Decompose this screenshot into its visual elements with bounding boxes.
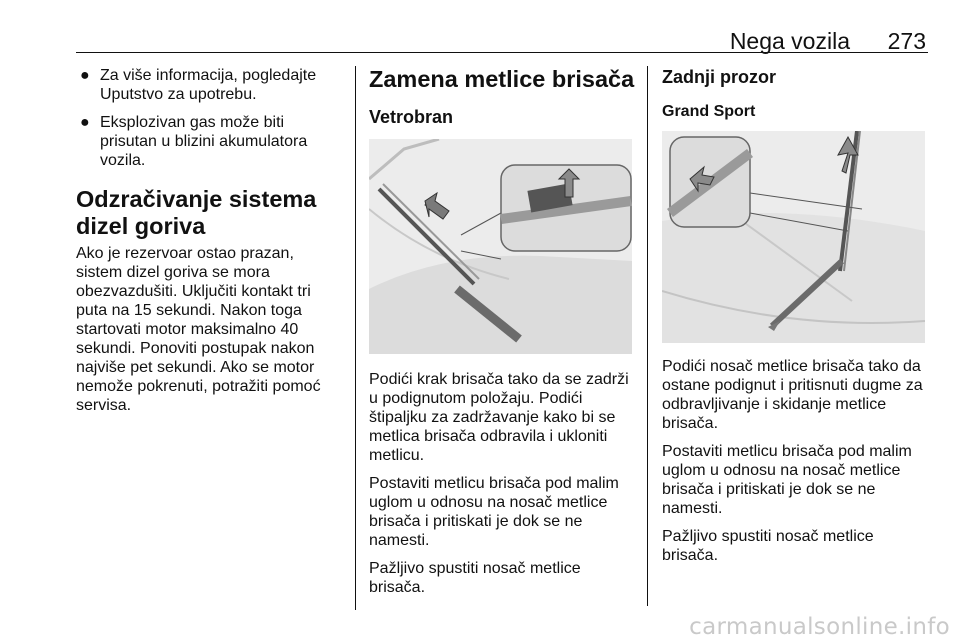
section-body-diesel: Ako je rezervoar ostao prazan, sistem dizel goriva se mora obezvazdušiti. Uključiti kontakt tri puta na 15 sekundi. Nakon toga startovati motor maksimalno 40 sekundi. Ponoviti postupak nakon najviše pet sekundi. Ako se motor nemože pokrenuti, potražiti pomoć servisa. xyxy=(76,245,321,414)
bullet-list xyxy=(76,66,344,170)
paragraph: Postaviti metlicu brisača pod malim uglom u odnosu na nosač metlice brisača i pritiskati je dok se ne namesti. xyxy=(662,443,912,517)
windscreen-wiper-illustration xyxy=(369,139,632,354)
bullet-text: Za više informacija, pogledajte Uputstvo za upotrebu. xyxy=(100,67,317,103)
column-3 xyxy=(662,66,926,565)
header-rule xyxy=(76,52,928,53)
windscreen-wiper-drawing xyxy=(369,139,632,354)
section-heading-rear-window: Zadnji prozor xyxy=(662,67,776,87)
subheading-grand-sport: Grand Sport xyxy=(662,103,756,120)
page-number: 273 xyxy=(887,28,926,54)
column-divider-1 xyxy=(355,66,356,610)
paragraph: Pažljivo spustiti nosač metlice brisača. xyxy=(662,528,874,564)
paragraph: Pažljivo spustiti nosač metlice brisača. xyxy=(369,560,581,596)
list-item xyxy=(76,66,344,104)
header-title: Nega vozila xyxy=(729,28,850,54)
rear-wiper-drawing xyxy=(662,131,925,343)
bullet-icon: ● xyxy=(80,67,90,84)
paragraph: Postaviti metlicu brisača pod malim uglom u odnosu na nosač metlice brisača i pritiskati je dok se ne namesti. xyxy=(369,475,619,549)
paragraph: Podići nosač metlice brisača tako da ostane podignut i pritisnuti dugme za odbravljivanje i skidanje metlice brisača. xyxy=(662,358,923,432)
subheading-windscreen: Vetrobran xyxy=(369,107,454,127)
list-item xyxy=(76,113,344,170)
column-1 xyxy=(76,66,344,415)
section-heading-diesel: Odzračivanje sistema dizel goriva xyxy=(76,186,317,239)
paragraph: Podići krak brisača tako da se zadrži u podignutom položaju. Podići štipaljku za zadržavanje kako bi se metlica brisača odbravila i ukloniti metlicu. xyxy=(369,371,629,464)
watermark-text: carmanualsonline.info xyxy=(689,614,950,640)
page-header xyxy=(0,0,960,52)
rear-wiper-illustration xyxy=(662,131,925,343)
column-divider-2 xyxy=(647,66,648,606)
bullet-icon: ● xyxy=(80,114,90,131)
bullet-text: Eksplozivan gas može biti prisutan u blizini akumulatora vozila. xyxy=(100,114,308,169)
section-heading-wiper: Zamena metlice brisača xyxy=(369,66,635,92)
column-2 xyxy=(369,66,635,597)
